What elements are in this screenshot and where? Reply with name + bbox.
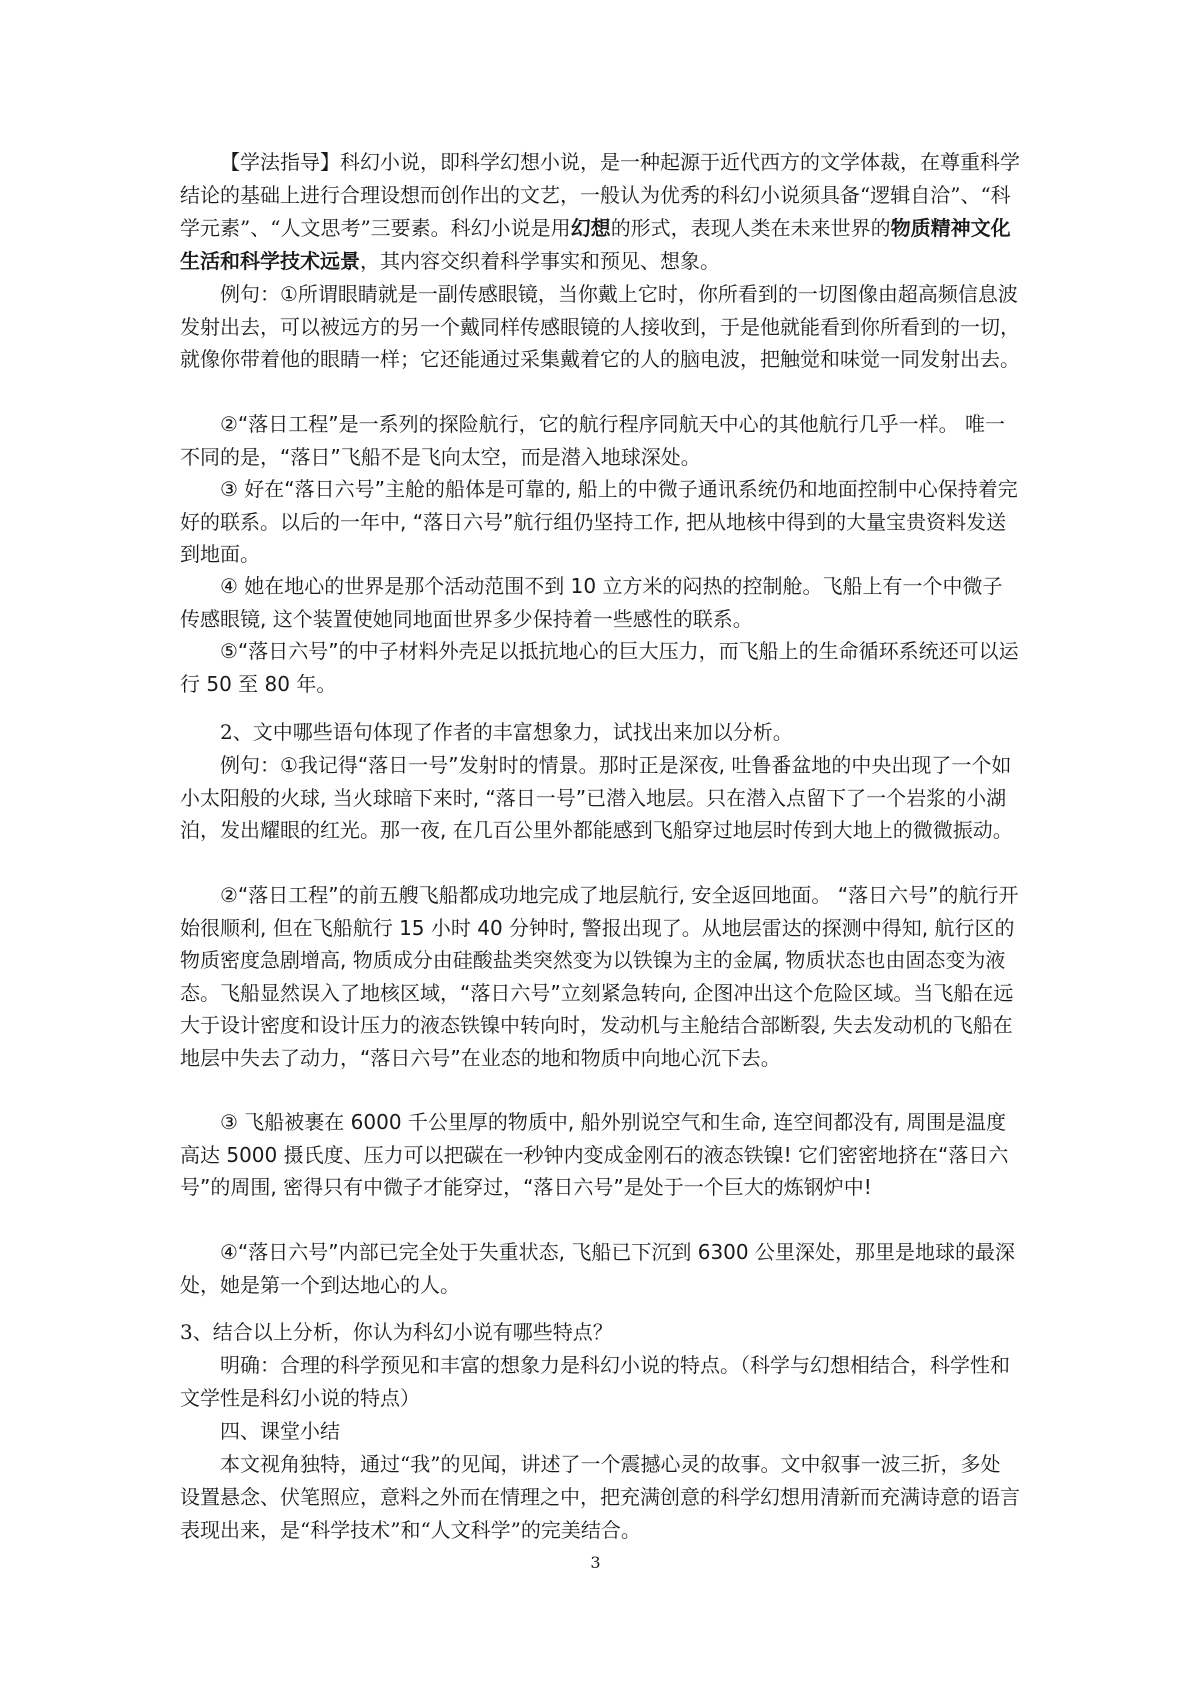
study-guide-bold-vision: 物质精神文化生活和科学技术远景 [180, 216, 1011, 273]
example-3-paragraph: ③ 好在“落日六号”主舱的船体是可靠的, 船上的中微子通讯系统仍和地面控制中心保持着完好的联系。以后的一年中, “落日六号”航行组仍坚持工作, 把从地核中得到的大量宝贵资料发送到地面。 [180, 477, 1018, 566]
question-2-example-1: 例句：①我记得“落日一号”发射时的情景。那时正是深夜, 吐鲁番盆地的中央出现了一个如小太阳般的火球, 当火球暗下来时, “落日一号”已潜入地层。只在潜入点留下了一个岩浆的小湖泊，发出耀眼的红光。那一夜, 在几百公里外都能感到飞船穿过地层时传到大地上的微微振动。 [180, 753, 1013, 842]
study-guide-lead: 【学法指导】科幻小说，即科学幻想小说，是一种起源于近代西方的文学体裁，在尊重科学结论的基础上进行合理设想而创作出的文艺，一般认为优秀的科幻小说须具备“逻辑自洽”、“科学元素”、“人文思考”三要素。科幻小说是用 [180, 150, 1020, 240]
question-2-example-2: ②“落日工程”的前五艘飞船都成功地完成了地层航行, 安全返回地面。 “落日六号”的航行开始很顺利, 但在飞船航行 15 小时 40 分钟时, 警报出现了。从地层雷达的探测中得知, 航行区的物质密度急剧增高, 物质成分由硅酸盐类突然变为以铁镍为主的金属, 物质状态也由固态变为液态。飞船显然误入了地核区域，“落日六号”立刻紧急转向, 企图冲出这个危险区域。当飞船在远大于设计密度和设计压力的液态铁镍中转向时，发动机与主舱结合部断裂, 失去发动机的飞船在地层中失去了动力，“落日六号”在业态的地和物质中向地心沉下去。 [180, 883, 1019, 1070]
example-5-paragraph: ⑤“落日六号”的中子材料外壳足以抵抗地心的巨大压力，而飞船上的生命循环系统还可以运行 50 至 80 年。 [180, 639, 1019, 696]
question-3-answer: 明确：合理的科学预见和丰富的想象力是科幻小说的特点。（科学与幻想相结合，科学性和文学性是科幻小说的特点） [180, 1353, 1010, 1410]
question-2-heading: 2、文中哪些语句体现了作者的丰富想象力，试找出来加以分析。 [220, 720, 793, 744]
summary-heading: 四、课堂小结 [220, 1419, 340, 1443]
question-2-example-4: ④“落日六号”内部已完全处于失重状态, 飞船已下沉到 6300 公里深处，那里是地球的最深处，她是第一个到达地心的人。 [180, 1240, 1015, 1297]
example-1-paragraph: 例句：①所谓眼睛就是一副传感眼镜，当你戴上它时，你所看到的一切图像由超高频信息波发射出去，可以被远方的另一个戴同样传感眼镜的人接收到，于是他就能看到你所看到的一切，就像你带着他的眼睛一样；它还能通过采集戴着它的人的脑电波，把触觉和味觉一同发射出去。 [180, 282, 1020, 371]
study-guide-tail: ，其内容交织着科学事实和预见、想象。 [360, 249, 720, 273]
question-3-heading: 3、结合以上分析，你认为科幻小说有哪些特点？ [180, 1320, 613, 1344]
study-guide-mid: 的形式，表现人类在未来世界的 [610, 216, 891, 240]
example-4-paragraph: ④ 她在地心的世界是那个活动范围不到 10 立方米的闷热的控制舱。飞船上有一个中微子传感眼镜, 这个装置使她同地面世界多少保持着一些感性的联系。 [180, 574, 1003, 631]
study-guide-bold-fantasy: 幻想 [570, 216, 611, 240]
summary-paragraph: 本文视角独特，通过“我”的见闻，讲述了一个震撼心灵的故事。文中叙事一波三折，多处设置悬念、伏笔照应，意料之外而在情理之中，把充满创意的科学幻想用清新而充满诗意的语言表现出来，是“科学技术”和“人文科学”的完美结合。 [180, 1452, 1020, 1542]
page-number: 3 [590, 1553, 601, 1572]
example-2-paragraph: ②“落日工程”是一系列的探险航行，它的航行程序同航天中心的其他航行几乎一样。 唯一不同的是，“落日”飞船不是飞向太空，而是潜入地球深处。 [180, 412, 1006, 469]
question-2-example-3: ③ 飞船被裹在 6000 千公里厚的物质中, 船外别说空气和生命, 连空间都没有, 周围是温度高达 5000 摄氏度、压力可以把碳在一秒钟内变成金刚石的液态铁镍! 它们密密地挤在“落日六号”的周围, 密得只有中微子才能穿过，“落日六号”是处于一个巨大的炼钢炉中! [180, 1110, 1009, 1199]
study-guide-paragraph [180, 146, 1020, 278]
